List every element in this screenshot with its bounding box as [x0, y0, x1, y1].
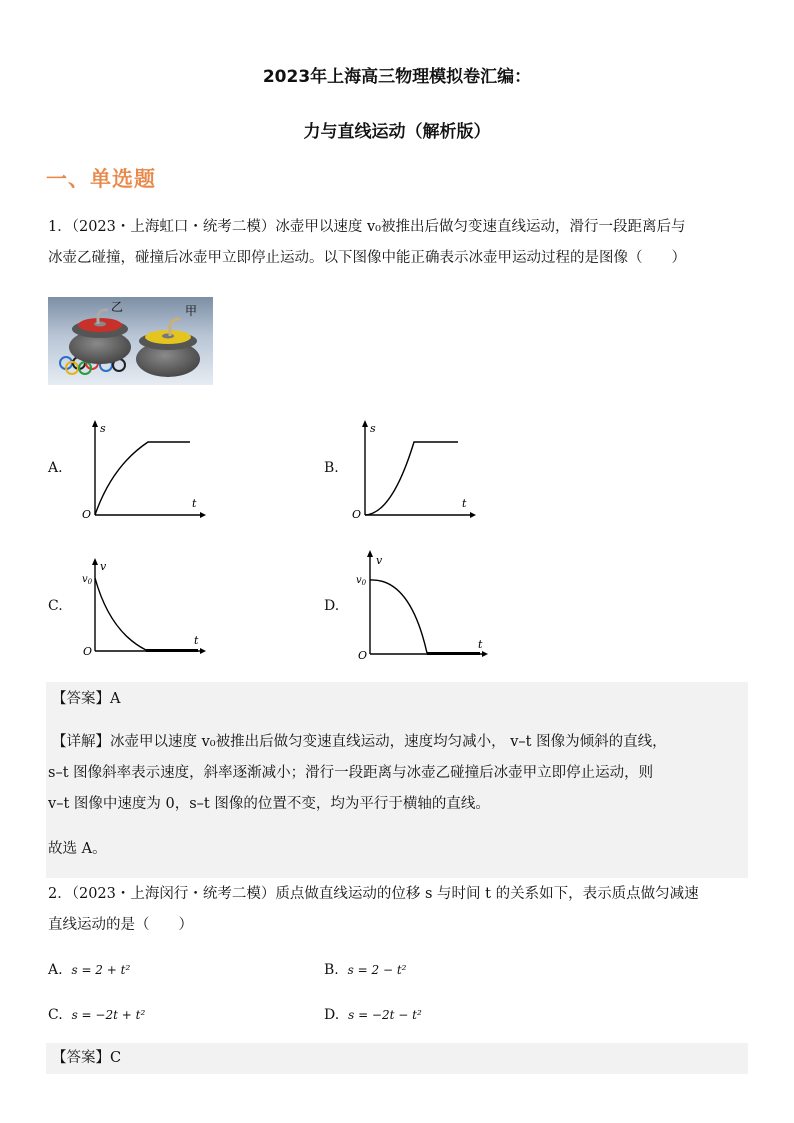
graph-d-curve: [370, 580, 427, 653]
graph-c-y-label: v: [100, 560, 107, 573]
page-subtitle: 力与直线运动（解析版）: [303, 122, 491, 142]
graph-a: [80, 418, 210, 523]
q2-option-a[interactable]: [48, 962, 130, 978]
graph-c: [80, 556, 210, 661]
photo-label-jia: 甲: [185, 304, 198, 318]
q2-option-b[interactable]: [324, 962, 406, 978]
graph-b-x-label: t: [462, 497, 467, 510]
graph-d-v0: $v_0$: [356, 575, 367, 587]
q2-answer-box: [46, 1043, 748, 1074]
q2-option-b-formula: s = 2 − t²: [347, 963, 407, 977]
graph-c-origin: O: [83, 645, 93, 658]
graph-c-x-label: t: [194, 634, 199, 647]
q1-detail-line3: v–t 图像中速度为 0，s–t 图像的位置不变，均为平行于横轴的直线。: [48, 796, 490, 812]
graph-b-y-label: s: [370, 422, 376, 435]
q2-option-d-formula: s = −2t − t²: [348, 1008, 422, 1022]
q1-stem-line1: 1．（2023・上海虹口・统考二模）冰壶甲以速度 v₀被推出后做匀变速直线运动，滑行一段距离后与: [48, 219, 686, 235]
q2-option-c-formula: s = −2t + t²: [71, 1008, 146, 1022]
graph-a-x-label: t: [192, 497, 197, 510]
q2-stem-line2: 直线运动的是（ ）: [48, 917, 193, 933]
q1-option-a-label[interactable]: A.: [48, 460, 63, 476]
graph-d-y-label: v: [376, 554, 383, 567]
graph-a-curve: [95, 442, 190, 515]
q2-option-c[interactable]: [48, 1007, 145, 1023]
photo-label-yi: 乙: [111, 300, 124, 314]
q1-conclusion: 故选 A。: [48, 841, 107, 857]
q1-option-c-label[interactable]: C.: [48, 598, 63, 614]
curling-photo: [48, 297, 213, 385]
graph-b-origin: O: [352, 508, 362, 521]
page-title: 2023年上海高三物理模拟卷汇编：: [262, 67, 532, 87]
q2-stem-line1: 2．（2023・上海闵行・统考二模）质点做直线运动的位移 s 与时间 t 的关系如下，表示质点做匀减速: [48, 886, 699, 902]
q2-answer: 【答案】C: [52, 1050, 122, 1066]
q1-answer-box: [46, 682, 748, 878]
graph-d-origin: O: [358, 649, 368, 662]
q2-option-b-label: B.: [324, 962, 339, 978]
q2-option-a-formula: s = 2 + t²: [71, 963, 131, 977]
q2-option-d[interactable]: [324, 1007, 422, 1023]
section-heading: 一、单选题: [46, 167, 156, 191]
graph-d: [350, 548, 490, 663]
graph-c-curve: [95, 578, 146, 650]
q1-detail-line1: 【详解】冰壶甲以速度 v₀被推出后做匀变速直线运动，速度均匀减小， v–t 图像为倾斜的直线，: [52, 734, 667, 750]
q1-detail-line2: s–t 图像斜率表示速度，斜率逐渐减小；滑行一段距离与冰壶乙碰撞后冰壶甲立即停止运动，则: [48, 765, 654, 781]
q1-option-d-label[interactable]: D.: [324, 598, 340, 614]
q1-stem-line2: 冰壶乙碰撞，碰撞后冰壶甲立即停止运动。以下图像中能正确表示冰壶甲运动过程的是图像（ ）: [48, 250, 686, 266]
q1-answer: 【答案】A: [52, 691, 121, 707]
graph-d-x-label: t: [478, 638, 483, 651]
graph-c-v0: $v_0$: [82, 574, 93, 586]
graph-b: [350, 418, 480, 523]
q2-option-d-label: D.: [324, 1007, 340, 1023]
q2-option-c-label: C.: [48, 1007, 63, 1023]
graph-b-curve: [365, 442, 458, 515]
graph-a-y-label: s: [100, 422, 106, 435]
q2-option-a-label: A.: [48, 962, 63, 978]
q1-option-b-label[interactable]: B.: [324, 460, 339, 476]
graph-a-origin: O: [82, 508, 92, 521]
